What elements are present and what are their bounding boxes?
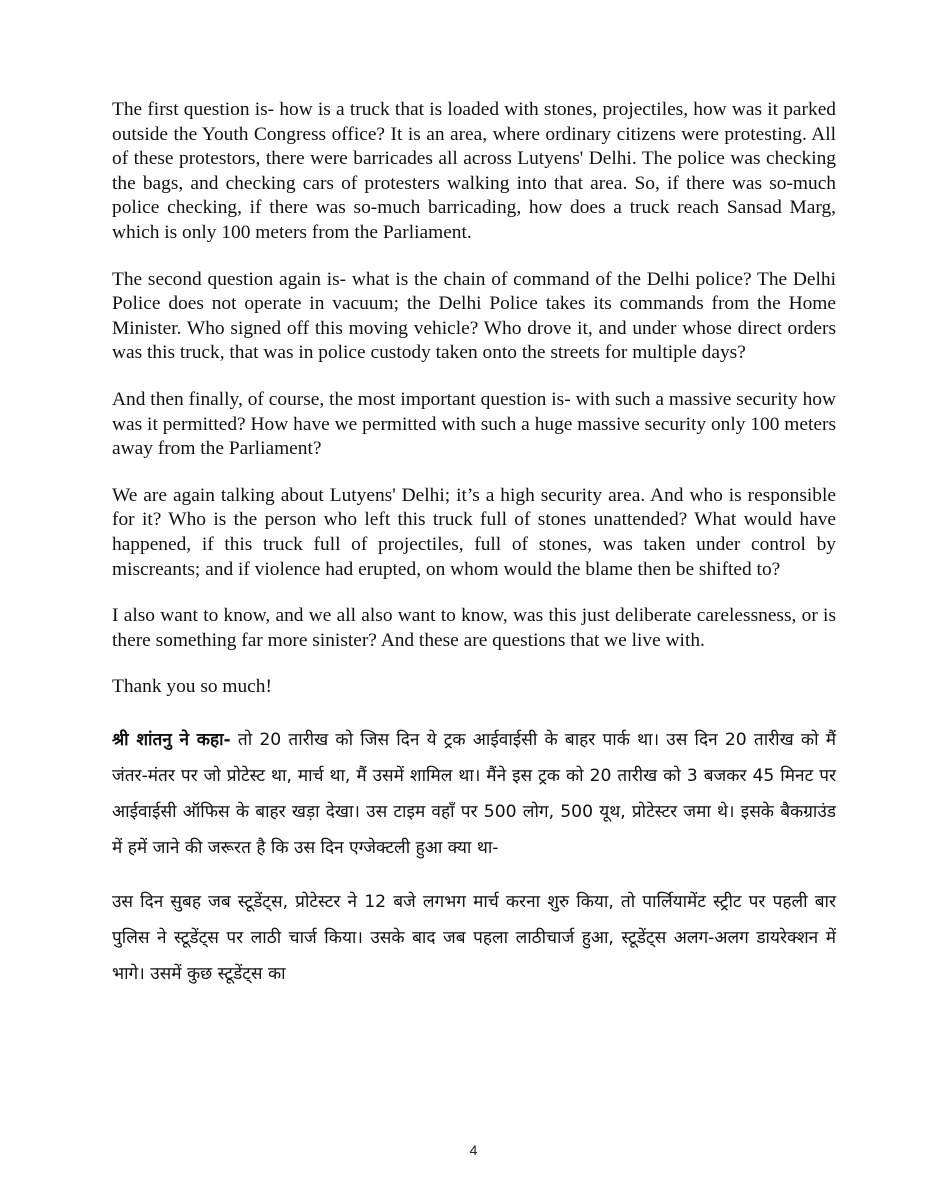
speaker-label: श्री शांतनु ने कहा- (112, 729, 231, 750)
hindi-paragraph-2: उस दिन सुबह जब स्टूडेंट्स, प्रोटेस्टर ने 12 बजे लगभग मार्च करना शुरु किया, तो पार्लियामेंट स्ट्रीट पर पहली बार पुलिस ने स्टूडेंट्स पर लाठी चार्ज किया। उसके बाद जब पहला लाठीचार्ज हुआ, स्टूडेंट्स अलग-अलग डायरेक्शन में भागे। उसमें कुछ स्टूडेंट्स का (112, 891, 836, 984)
page-body (112, 98, 836, 1010)
paragraph-third-question: And then finally, of course, the most important question is- with such a massive security how was it permitted? How have we permitted with such a huge massive security only 100 meters away from the Parliament? (112, 388, 836, 460)
page-number: 4 (469, 1142, 478, 1158)
hindi-paragraph-1 (112, 722, 836, 866)
paragraph-thank-you: Thank you so much! (112, 676, 272, 698)
paragraph-lutyens-delhi: We are again talking about Lutyens' Delhi; it’s a high security area. And who is responsible for it? Who is the person who left this truck full of stones unattended? What would have happened, if this truck full of projectiles, full of stones, was taken under control by miscreants; and if violence had erupted, on whom would the blame then be shifted to? (112, 484, 836, 580)
paragraph-first-question: The first question is- how is a truck that is loaded with stones, projectiles, how was it parked outside the Youth Congress office? It is an area, where ordinary citizens were protesting. All of these protestors, there were barricades all across Lutyens' Delhi. The police was checking the bags, and checking cars of protesters walking into that area. So, if there was so-much police checking, if there was so-much barricading, how does a truck reach Sansad Marg, which is only 100 meters from the Parliament. (112, 99, 836, 243)
paragraph-deliberate-carelessness: I also want to know, and we all also want to know, was this just deliberate carelessness, or is there something far more sinister? And these are questions that we live with. (112, 605, 836, 651)
hindi-paragraph-1-text: तो 20 तारीख को जिस दिन ये ट्रक आईवाईसी के बाहर पार्क था। उस दिन 20 तारीख को मैं जंतर-मंतर पर जो प्रोटेस्ट था, मार्च था, मैं उसमें शामिल था। मैंने इस ट्रक को 20 तारीख को 3 बजकर 45 मिनट पर आईवाईसी ऑफिस के बाहर खड़ा देखा। उस टाइम वहाँ पर 500 लोग, 500 यूथ, प्रोटेस्टर जमा थे। इसके बैकग्राउंड में हमें जाने की जरूरत है कि उस दिन एग्जेक्टली हुआ क्या था- (112, 729, 837, 858)
paragraph-second-question: The second question again is- what is the chain of command of the Delhi police? The Delhi Police does not operate in vacuum; the Delhi Police takes its commands from the Home Minister. Who signed off this moving vehicle? Who drove it, and under whose direct orders was this truck, that was in police custody taken onto the streets for multiple days? (112, 268, 836, 364)
